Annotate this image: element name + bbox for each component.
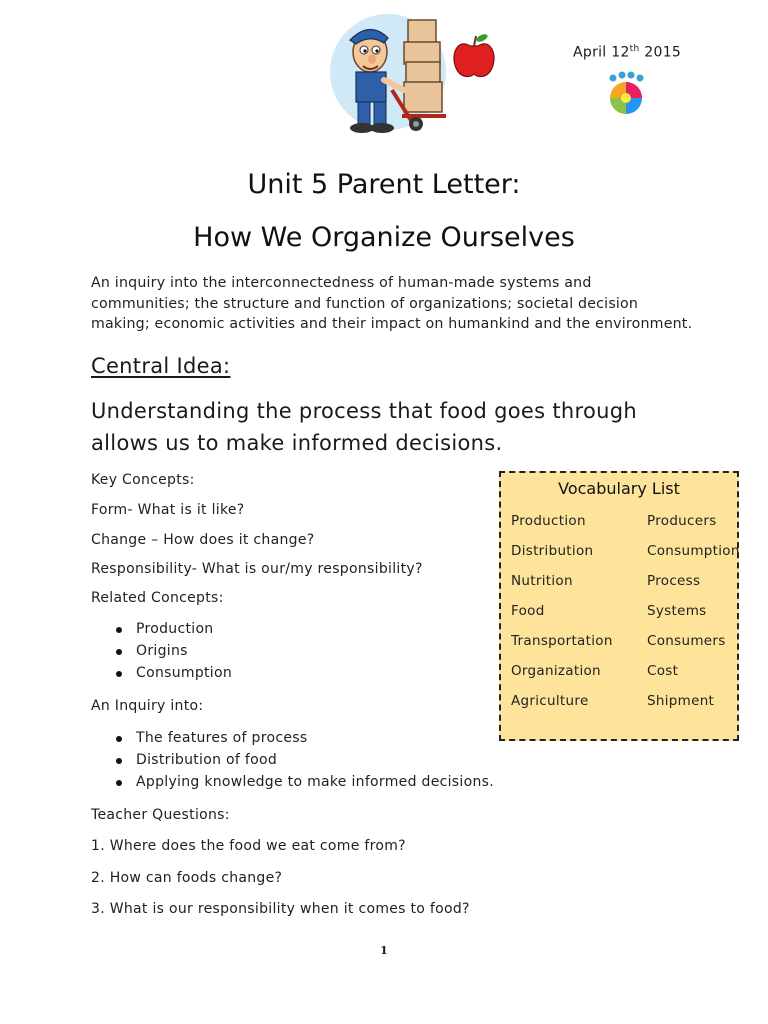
key-concept-item: Form- What is it like? <box>91 502 245 518</box>
vocabulary-title: Vocabulary List <box>558 479 680 498</box>
key-concept-item: Change – How does it change? <box>91 532 315 548</box>
vocab-term: Producers <box>647 513 717 529</box>
vocabulary-row <box>511 663 736 683</box>
list-item: Distribution of food <box>91 752 494 774</box>
vocab-term: Agriculture <box>511 693 589 709</box>
delivery-man-illustration <box>320 10 500 138</box>
central-idea-line: Understanding the process that food goes through <box>91 399 637 423</box>
letter-date: April 12th 2015 <box>573 44 682 61</box>
list-item: Origins <box>91 643 232 665</box>
vocab-term: Nutrition <box>511 573 573 589</box>
vocabulary-row <box>511 543 740 563</box>
vocab-term: Shipment <box>647 693 715 709</box>
central-idea-line: allows us to make informed decisions. <box>91 431 503 455</box>
list-item: Production <box>91 621 232 643</box>
vocab-term: Cost <box>647 663 679 679</box>
vocab-term: Process <box>647 573 701 589</box>
vocabulary-row <box>511 513 736 533</box>
list-item: The features of process <box>91 730 494 752</box>
vocab-term: Consumers <box>647 633 726 649</box>
vocabulary-box <box>499 471 739 741</box>
intro-paragraph <box>91 273 691 335</box>
intro-line: making; economic activities and their impact on humankind and the environment. <box>91 316 693 332</box>
intro-line: communities; the structure and function of organizations; societal decision <box>91 295 639 312</box>
inquiry-list <box>91 730 494 796</box>
vocabulary-row <box>511 573 736 593</box>
vocabulary-row <box>511 633 736 653</box>
vocab-term: Distribution <box>511 543 594 559</box>
vocab-term: Production <box>511 513 586 529</box>
letter-title: Unit 5 Parent Letter: <box>247 169 521 200</box>
vocabulary-row <box>511 693 736 713</box>
vocab-term: Organization <box>511 663 601 679</box>
related-concepts-heading: Related Concepts: <box>91 590 224 606</box>
school-logo-icon <box>602 70 650 116</box>
central-idea-heading: Central Idea: <box>91 354 231 378</box>
unit-theme-title: How We Organize Ourselves <box>193 222 575 253</box>
page-number: 1 <box>380 944 388 957</box>
intro-line: An inquiry into the interconnectedness of human-made systems and <box>91 275 592 291</box>
vocab-term: Food <box>511 603 545 619</box>
related-concepts-list <box>91 621 232 687</box>
inquiry-heading: An Inquiry into: <box>91 698 204 714</box>
vocab-term: Transportation <box>511 633 613 649</box>
list-item: Applying knowledge to make informed decisions. <box>91 774 494 796</box>
vocab-term: Consumption <box>647 543 740 559</box>
key-concept-item: Responsibility- What is our/my responsibility? <box>91 561 423 577</box>
teacher-question: 3. What is our responsibility when it comes to food? <box>91 901 470 917</box>
teacher-question: 2. How can foods change? <box>91 870 283 886</box>
vocabulary-row <box>511 603 736 623</box>
key-concepts-heading: Key Concepts: <box>91 472 195 488</box>
teacher-questions-heading: Teacher Questions: <box>91 807 230 823</box>
vocab-term: Systems <box>647 603 707 619</box>
list-item: Consumption <box>91 665 232 687</box>
teacher-question: 1. Where does the food we eat come from? <box>91 838 406 854</box>
central-idea-statement <box>91 395 691 459</box>
